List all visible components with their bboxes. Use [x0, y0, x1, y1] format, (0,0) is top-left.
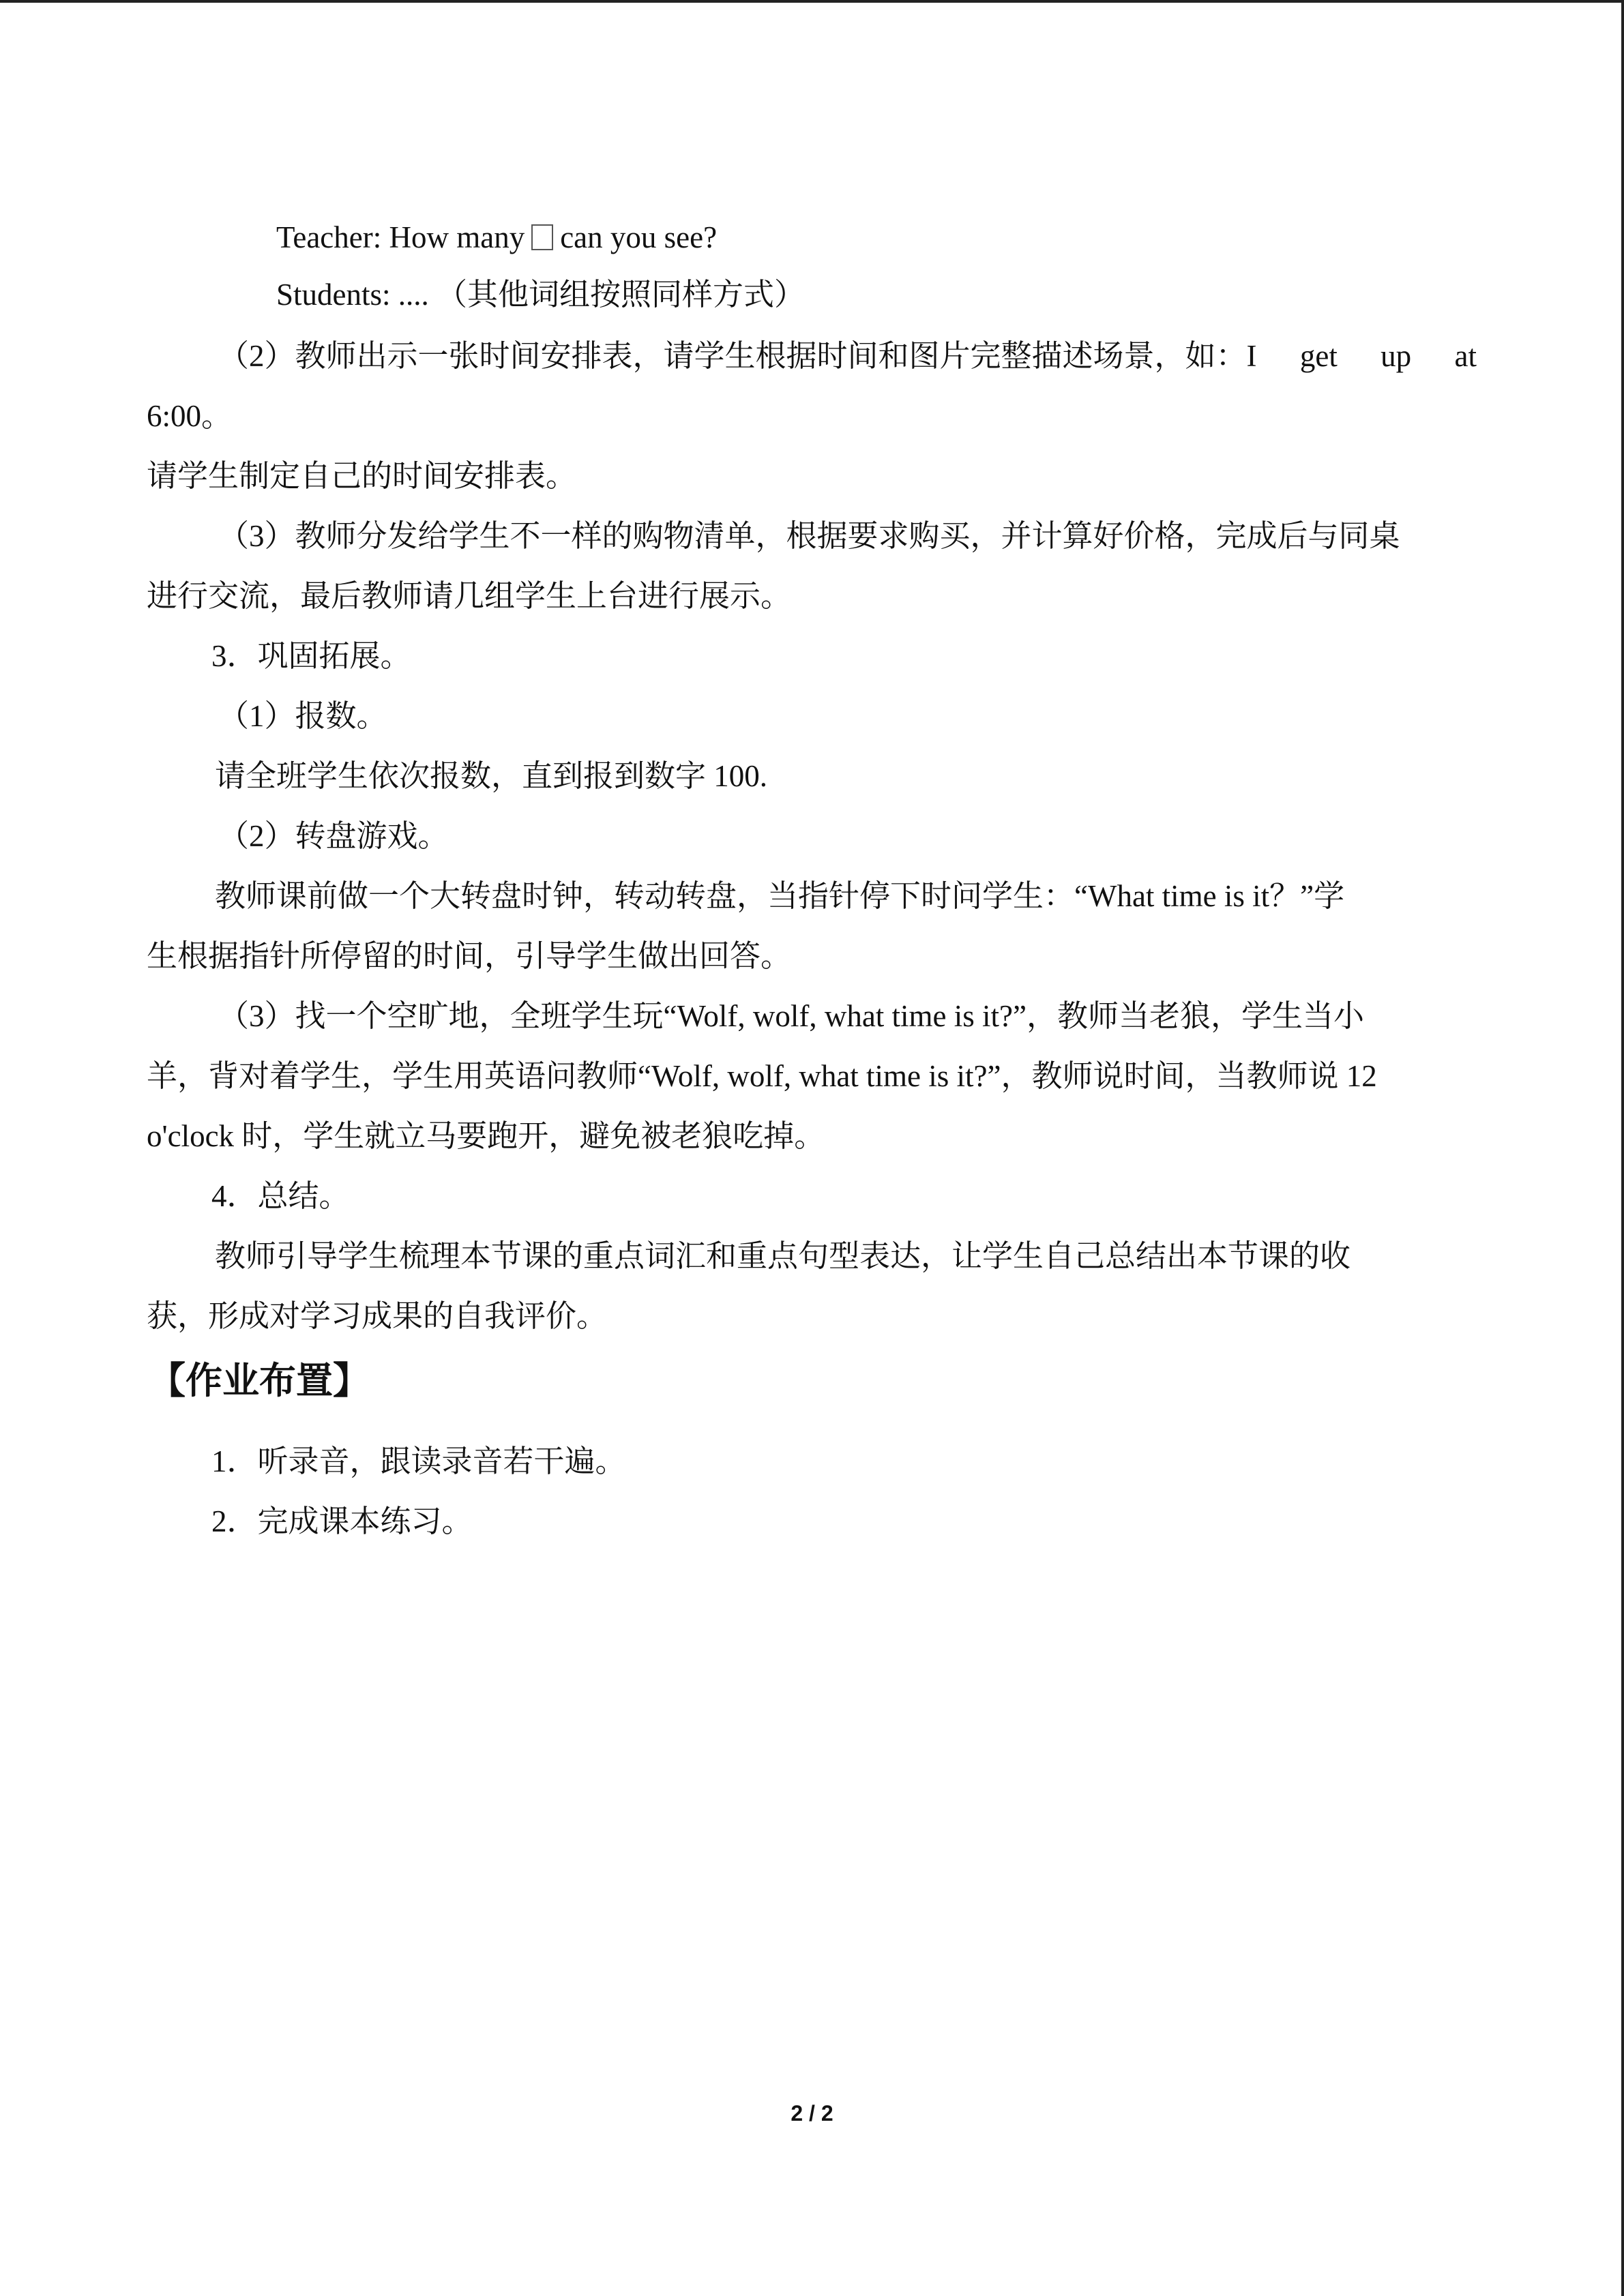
teacher-line-start: Teacher: How many — [276, 220, 525, 254]
section-3-1-title: （1）报数。 — [218, 699, 387, 733]
paragraph-2-line-1 — [218, 336, 1477, 376]
homework-item-1: 1．听录音，跟读录音若干遍。 — [211, 1444, 626, 1478]
paragraph-3-line-1: （3）教师分发给学生不一样的购物清单，根据要求购买，并计算好价格，完成后与同桌 — [218, 519, 1400, 553]
teacher-dialogue-line — [276, 217, 717, 258]
homework-heading: 【作业布置】 — [149, 1359, 370, 1402]
paragraph-2-line-2: 6:00。 — [147, 399, 233, 433]
section-4-line-1: 教师引导学生梳理本节课的重点词汇和重点句型表达，让学生自己总结出本节课的收 — [215, 1239, 1351, 1273]
section-3-1-text: 请全班学生依次报数，直到报到数字 100. — [215, 759, 768, 793]
page-number: 2 / 2 — [791, 2101, 833, 2126]
section-3-2-title: （2）转盘游戏。 — [218, 819, 449, 853]
section-3-3-line-3: o'clock 时，学生就立马要跑开，避免被老狼吃掉。 — [147, 1119, 825, 1153]
section-3-2-line-2: 生根据指针所停留的时间，引导学生做出回答。 — [147, 939, 792, 973]
section-3-title: 3．巩固拓展。 — [211, 639, 411, 673]
paragraph-2-word-get: get — [1299, 339, 1338, 373]
placeholder-box-icon — [531, 224, 553, 250]
section-4-title: 4．总结。 — [211, 1179, 350, 1213]
section-4-line-2: 获，形成对学习成果的自我评价。 — [147, 1299, 608, 1333]
teacher-line-end: can you see? — [560, 220, 718, 254]
section-3-3-line-2: 羊，背对着学生，学生用英语问教师“Wolf, wolf, what time is it?”，教师说时间，当教师说 12 — [147, 1059, 1377, 1093]
section-3-3-line-1: （3）找一个空旷地，全班学生玩“Wolf, wolf, what time is it?”，教师当老狼，学生当小 — [218, 999, 1364, 1033]
paragraph-2-word-up: up — [1381, 339, 1412, 373]
section-3-2-line-1: 教师课前做一个大转盘时钟，转动转盘，当指针停下时问学生：“What time is it？”学 — [215, 879, 1345, 913]
paragraph-2-line-1-text: （2）教师出示一张时间安排表，请学生根据时间和图片完整描述场景，如：I — [218, 339, 1257, 373]
homework-item-2: 2．完成课本练习。 — [211, 1504, 473, 1538]
students-dialogue-line: Students: .... （其他词组按照同样方式） — [276, 278, 806, 312]
paragraph-2-line-3: 请学生制定自己的时间安排表。 — [147, 459, 577, 493]
paragraph-3-line-2: 进行交流，最后教师请几组学生上台进行展示。 — [147, 579, 792, 613]
paragraph-2-word-at: at — [1454, 339, 1477, 373]
